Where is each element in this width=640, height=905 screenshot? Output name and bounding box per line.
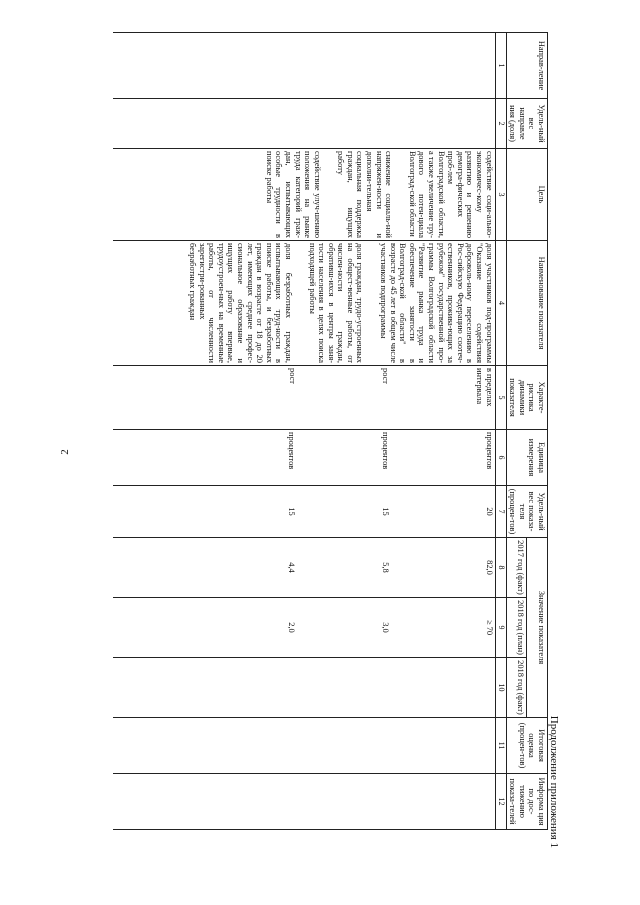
column-number-row bbox=[495, 33, 506, 830]
unit-cell bbox=[113, 430, 496, 486]
fact-2017-value: 82,0 bbox=[484, 560, 494, 575]
dynamics-value: рост bbox=[287, 368, 297, 384]
table-row bbox=[113, 33, 496, 830]
fact-2017-value: 5,8 bbox=[381, 562, 391, 573]
header-2018-plan: 2018 год (план) bbox=[506, 598, 527, 658]
column-number: 12 bbox=[495, 774, 506, 830]
column-number: 10 bbox=[495, 658, 506, 718]
fact-2018-cell bbox=[113, 658, 496, 718]
page-number: 2 bbox=[58, 449, 71, 455]
column-number: 1 bbox=[495, 33, 506, 99]
indicator-text: доля граждан, трудо-устроенных на общест-венные работы, от числен-ности граждан, обративш-ихся в центры заня-тости населения в целях поиска подходящей работы bbox=[307, 243, 365, 363]
header-dynamics: Характе-ристика динамики показателя bbox=[506, 366, 547, 430]
goal-text: содействие улуч-шению положения на рынке труда категорий граж-дан, испытывающих особые трудности в поиске работы bbox=[264, 151, 322, 238]
header-direction: Направ-ление bbox=[506, 33, 547, 99]
header-final-score: Итоговая оценка (процен-тов) bbox=[506, 718, 547, 774]
column-number: 4 bbox=[495, 241, 506, 366]
unit-value: процентов bbox=[381, 432, 391, 470]
goal-text: содействие соци-ально-экономичес-кому развитию и решению демогра-фических проб-лем Волгоградской области, а также увеличение тру-дового потен-циала Волгоград-ской области bbox=[407, 151, 494, 238]
header-indicator-name: Наименование показателя bbox=[506, 241, 547, 366]
header-achievement-info: Информа ция по дос-тижению показа-телей bbox=[506, 774, 547, 830]
column-number: 5 bbox=[495, 366, 506, 430]
header-row bbox=[527, 33, 548, 830]
header-indicator-value-group: Значение показателя bbox=[527, 538, 548, 718]
header-direction-weight: Удель-ный вес направле ния (доля) bbox=[506, 99, 547, 149]
indicator-text: доля участников под-программы "Оказание содействия доброволь-ному переселению в Рос-сийскую Федерацию соотеч-ественников, прожива-ющих за рубежом" государственной про-граммы Волгоградской области "Развитие рынка труда и обеспечение занятости в Волгоград-ской области" в возрасте до 45 лет в общем числе участников подпрограммы bbox=[379, 243, 494, 363]
column-number: 11 bbox=[495, 718, 506, 774]
dynamics-value: рост bbox=[381, 368, 391, 384]
column-number: 8 bbox=[495, 538, 506, 598]
header-goal: Цель bbox=[506, 149, 547, 241]
header-indicator-weight: Удель-ный вес показа-теля (процен-тов) bbox=[506, 486, 547, 538]
unit-value: процентов bbox=[484, 432, 494, 470]
column-number: 9 bbox=[495, 598, 506, 658]
indicator-weight-cell bbox=[113, 486, 496, 538]
goal-cell bbox=[113, 149, 496, 241]
direction-cell bbox=[113, 33, 496, 99]
column-number: 3 bbox=[495, 149, 506, 241]
unit-value: процентов bbox=[287, 432, 297, 470]
weight-value: 15 bbox=[287, 507, 297, 516]
column-number: 2 bbox=[495, 99, 506, 149]
column-number: 6 bbox=[495, 430, 506, 486]
direction-weight-cell bbox=[113, 99, 496, 149]
header-unit: Единица измерения bbox=[506, 430, 547, 486]
header-2017-fact: 2017 год (факт) bbox=[506, 538, 527, 598]
final-score-cell bbox=[113, 718, 496, 774]
indicator-text: доля безработных граждан, испытывающих труд-ности в поиске работы, и безработных граждан в возрасте от 18 до 20 лет, имеющих среднее профес-сиональное образование и ищущих работу впервые, трудоустроен-ных на временные работы, от численности зарегистри-рованных безработных граждан bbox=[188, 243, 293, 363]
indicators-table bbox=[113, 32, 548, 830]
fact-2017-value: 4,4 bbox=[287, 562, 297, 573]
header-2018-fact: 2018 год (факт) bbox=[506, 658, 527, 718]
achievement-info-cell bbox=[113, 774, 496, 830]
plan-2018-cell bbox=[113, 598, 496, 658]
weight-value: 20 bbox=[484, 507, 494, 516]
goal-text: снижение социаль-ной напряжен-ности и дополни-тельная социальная поддержка граждан, ищущих работу bbox=[336, 151, 394, 238]
weight-value: 15 bbox=[381, 507, 391, 516]
rotated-page-content bbox=[60, 32, 560, 862]
dynamics-cell bbox=[113, 366, 496, 430]
plan-2018-value: ≥ 70 bbox=[484, 619, 494, 636]
dynamics-value: в пределах интервала bbox=[475, 368, 494, 407]
continuation-title: Продолжение приложения 1 bbox=[548, 715, 560, 848]
column-number: 7 bbox=[495, 486, 506, 538]
fact-2017-cell bbox=[113, 538, 496, 598]
indicator-name-cell bbox=[113, 241, 496, 366]
plan-2018-value: 3,0 bbox=[381, 622, 391, 633]
plan-2018-value: 2,0 bbox=[287, 622, 297, 633]
